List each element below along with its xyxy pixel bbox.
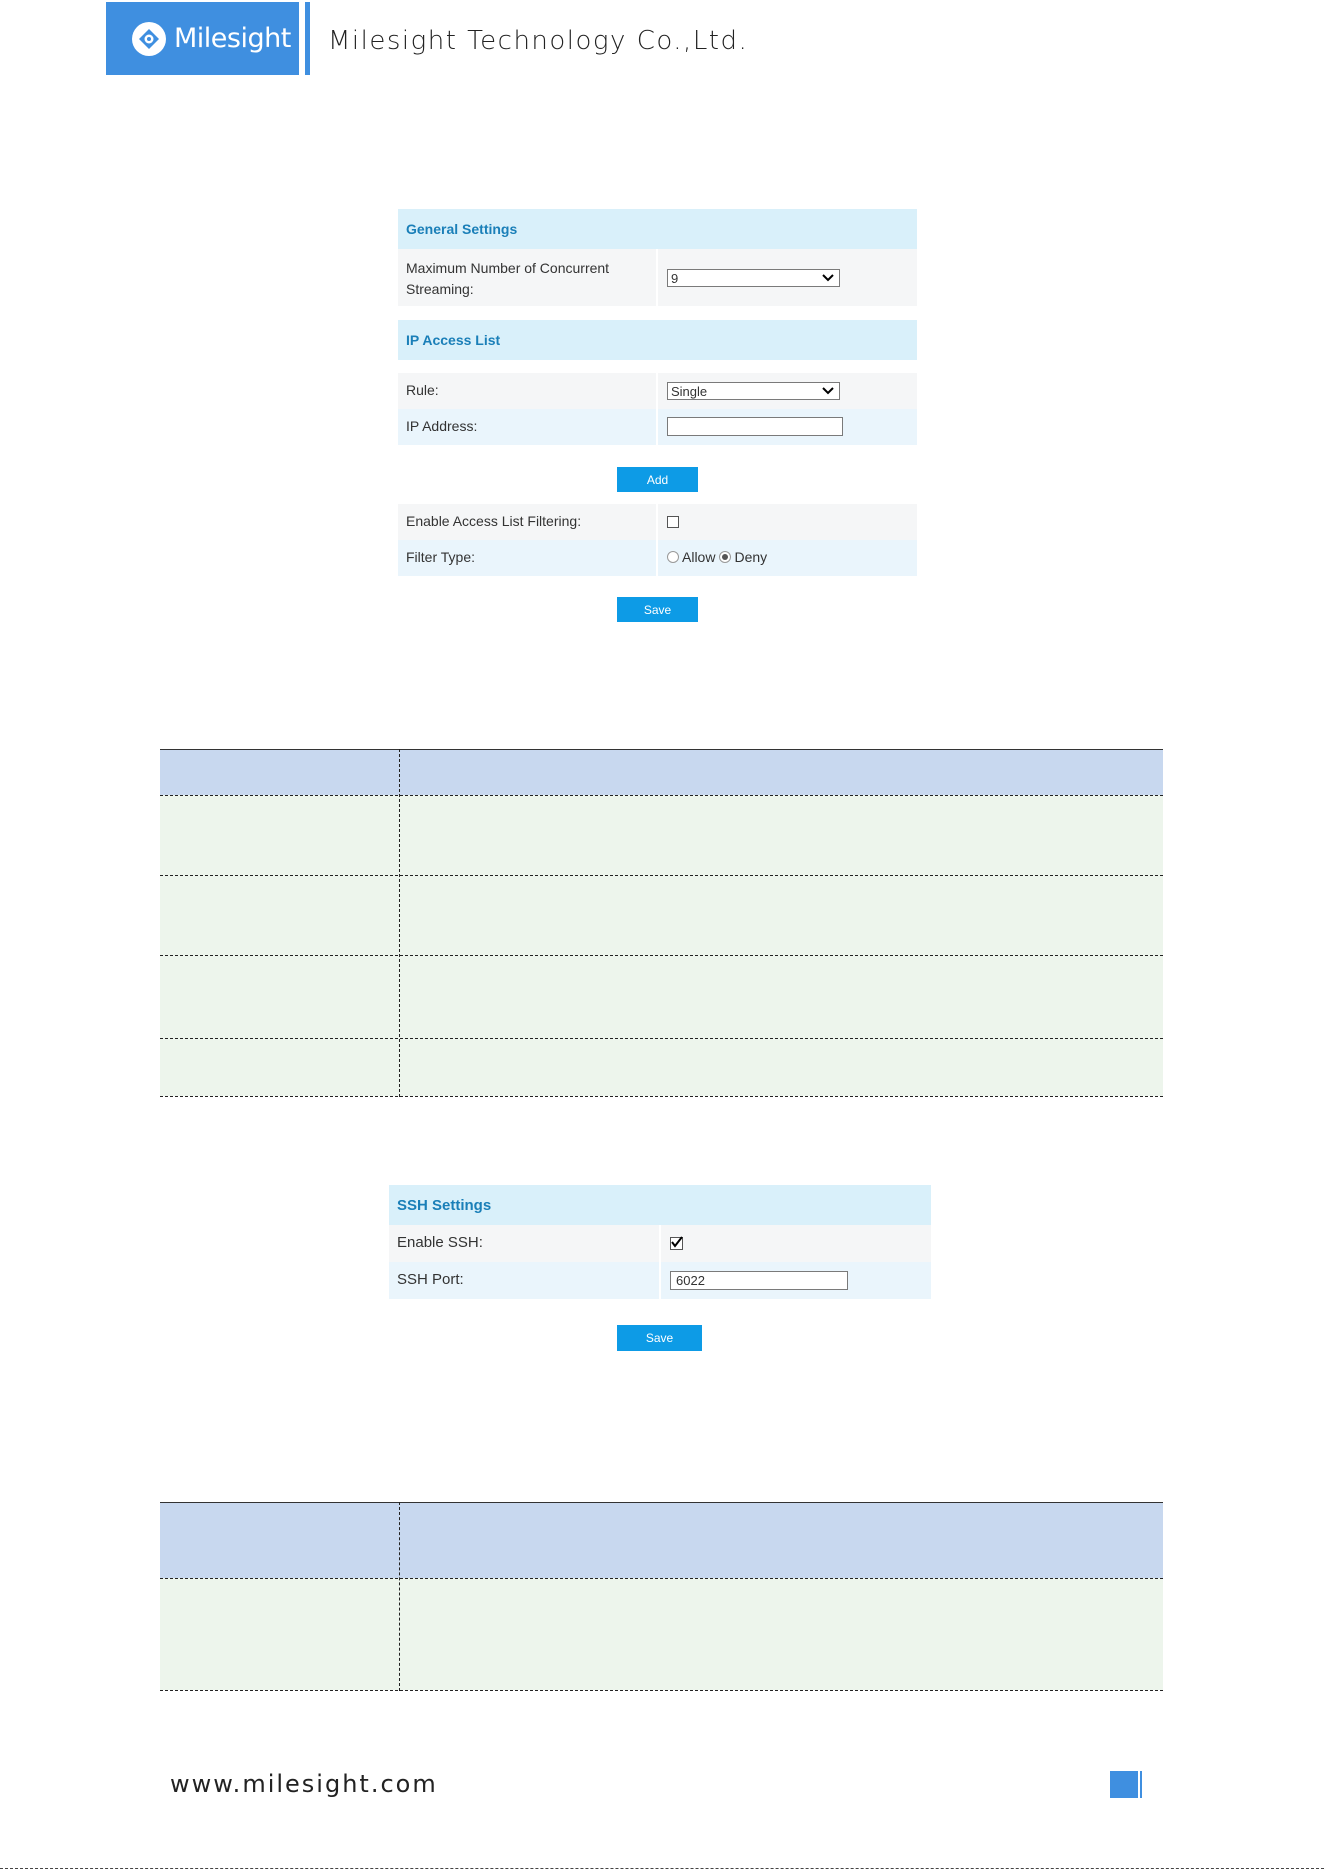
ssh-settings-panel: [389, 1185, 931, 1355]
add-button[interactable]: Add: [617, 467, 698, 492]
enable-ssh-row: [389, 1225, 931, 1262]
table-row: [160, 1578, 1163, 1690]
enable-ssh-label: Enable SSH:: [397, 1234, 483, 1251]
ip-address-input[interactable]: [667, 417, 843, 436]
streaming-settings-panel: [398, 209, 917, 629]
chevron-down-icon: [821, 271, 835, 285]
milesight-logo-icon: [132, 22, 166, 56]
checkmark-icon: [670, 1236, 683, 1249]
enable-filtering-row: [398, 504, 917, 540]
general-settings-header: [398, 209, 917, 249]
ssh-settings-header: [389, 1185, 931, 1225]
table-header: [160, 1502, 1163, 1578]
ssh-port-row: [389, 1262, 931, 1299]
max-streaming-label: Maximum Number of Concurrent Streaming:: [406, 260, 610, 297]
table-row: [160, 875, 1163, 955]
ssh-save-button[interactable]: Save: [617, 1325, 702, 1351]
filter-deny-radio[interactable]: [719, 551, 731, 563]
filter-allow-label: Allow: [682, 549, 716, 565]
company-name: Milesight Technology Co.,Ltd.: [328, 26, 749, 56]
table-row: [160, 1038, 1163, 1096]
logo-text: Milesight: [174, 23, 291, 54]
table-row: [160, 955, 1163, 1038]
header-divider: [305, 2, 310, 75]
general-settings-title: General Settings: [406, 221, 518, 237]
rule-label: Rule:: [406, 382, 439, 398]
page-number-bar: [1140, 1771, 1142, 1798]
ssh-description-table: [160, 1502, 1163, 1691]
save-button[interactable]: Save: [617, 597, 698, 622]
max-streaming-row: [398, 249, 917, 306]
filter-type-row: [398, 540, 917, 576]
rule-row: [398, 373, 917, 409]
filter-allow-radio[interactable]: [667, 551, 679, 563]
enable-filtering-label: Enable Access List Filtering:: [406, 513, 582, 529]
chevron-down-icon: [821, 384, 835, 398]
enable-filtering-checkbox[interactable]: [667, 516, 679, 528]
ip-address-row: [398, 409, 917, 445]
max-streaming-select[interactable]: 9: [667, 269, 840, 287]
ip-access-list-header: [398, 320, 917, 360]
streaming-description-table: [160, 749, 1163, 1097]
page-bottom-rule: [0, 1868, 1324, 1869]
rule-select[interactable]: Single: [667, 382, 840, 400]
enable-ssh-checkbox[interactable]: [670, 1237, 683, 1250]
page-number-box: [1110, 1771, 1138, 1798]
ip-access-list-title: IP Access List: [406, 332, 501, 348]
footer-url: www.milesight.com: [170, 1770, 438, 1798]
ssh-port-label: SSH Port:: [397, 1271, 464, 1288]
ip-address-label: IP Address:: [406, 418, 478, 434]
filter-deny-label: Deny: [734, 549, 768, 565]
ssh-port-input[interactable]: 6022: [670, 1271, 848, 1290]
filter-type-label: Filter Type:: [406, 549, 475, 565]
ssh-settings-title: SSH Settings: [397, 1196, 492, 1214]
table-header: [160, 749, 1163, 795]
table-row: [160, 795, 1163, 875]
milesight-logo: [106, 2, 299, 75]
